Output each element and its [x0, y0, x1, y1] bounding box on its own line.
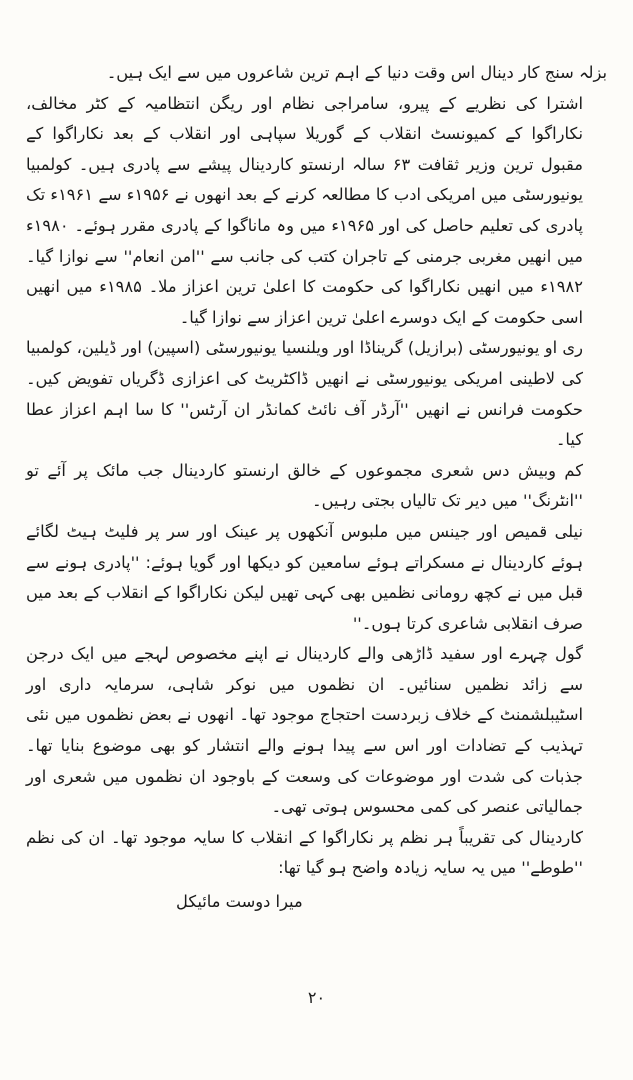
paragraph: گول چہرے اور سفید ڈاڑھی والے کاردینال نے اپنے مخصوص لہجے میں ایک درجن سے زائد نظمیں سنائیں۔ ان نظموں میں نوکر شاہی، سرمایہ داری اور اسٹیبلشمنٹ کے خلاف زبردست احتجاج موجود تھا۔ انھوں نے بعض نظموں میں نئی تہذیب کے تضادات اور اس سے پیدا ہونے والے انتشار کو بھی موضوع بنایا تھا۔ جذبات کی شدت اور موضوعات کی وسعت کے باوجود ان نظموں میں شعری اور جمالیاتی عنصر کی کمی محسوس ہوتی تھی۔: [26, 644, 583, 817]
paragraph: اشترا کی نظریے کے پیرو، سامراجی نظام اور ریگن انتظامیہ کے کٹر مخالف، نکاراگوا کے کمیونسٹ انقلاب کے گوریلا سپاہی اور انقلاب کے بعد نکاراگوا کے مقبول ترین وزیر ثقافت ۶۳ سالہ ارنستو کاردینال پیشے سے پادری ہیں۔ کولمبیا یونیورسٹی میں امریکی ادب کا مطالعہ کرنے کے بعد انھوں نے ۱۹۵۶ء سے ۱۹۶۱ء تک پادری کی تعلیم حاصل کی اور ۱۹۶۵ء میں وہ ماناگوا کے پادری مقرر ہوئے۔ ۱۹۸۰ء میں انھیں مغربی جرمنی کے تاجران کتب کی جانب سے ''امن انعام'' سے نوازا گیا۔ ۱۹۸۲ء میں انھیں نکاراگوا کی حکومت کا اعلیٰ ترین اعزاز ملا۔ ۱۹۸۵ء میں انھیں اسی حکومت کے ایک دوسرے اعلیٰ ترین اعزاز سے نوازا گیا۔: [26, 93, 584, 327]
poem-line: میرا دوست مائیکل: [176, 892, 303, 912]
paragraph: بزلہ سنج کار دینال اس وقت دنیا کے اہم ترین شاعروں میں سے ایک ہیں۔: [106, 63, 607, 82]
page-number: ۲۰: [307, 988, 326, 1007]
paragraph: کم وبیش دس شعری مجموعوں کے خالق ارنستو کاردینال جب مائک پر آئے تو ''انٹرنگ'' میں دیر تک تالیاں بجتی رہیں۔: [26, 460, 583, 511]
paragraph: نیلی قمیص اور جینس میں ملبوس آنکھوں پر عینک اور سر پر فلیٹ ہیٹ لگائے ہوئے کاردینال نے مسکراتے ہوئے سامعین کو دیکھا اور گویا ہوئے: ''پادری ہونے سے قبل میں نے کچھ رومانی نظمیں بھی کہی تھیں لیکن نکاراگوا کے انقلاب کے بعد میں صرف انقلابی شاعری کرتا ہوں۔'': [26, 521, 583, 633]
body-text: [26, 58, 607, 884]
paragraph: کاردینال کی تقریباً ہر نظم پر نکاراگوا کے انقلاب کا سایہ موجود تھا۔ ان کی نظم ''طوطے'' میں یہ سایہ زیادہ واضح ہو گیا تھا:: [26, 827, 583, 878]
paragraph: ری او یونیورسٹی (برازیل) گریناڈا اور ویلنسیا یونیورسٹی (اسپین) اور ڈیلین، کولمبیا کی لاطینی امریکی یونیورسٹی نے انھیں ڈاکٹریٹ کی اعزازی ڈگریاں تفویض کیں۔ حکومت فرانس نے انھیں ''آرڈر آف نائٹ کمانڈر ان آرٹس'' کا سا اہم اعزاز عطا کیا۔: [26, 338, 583, 450]
